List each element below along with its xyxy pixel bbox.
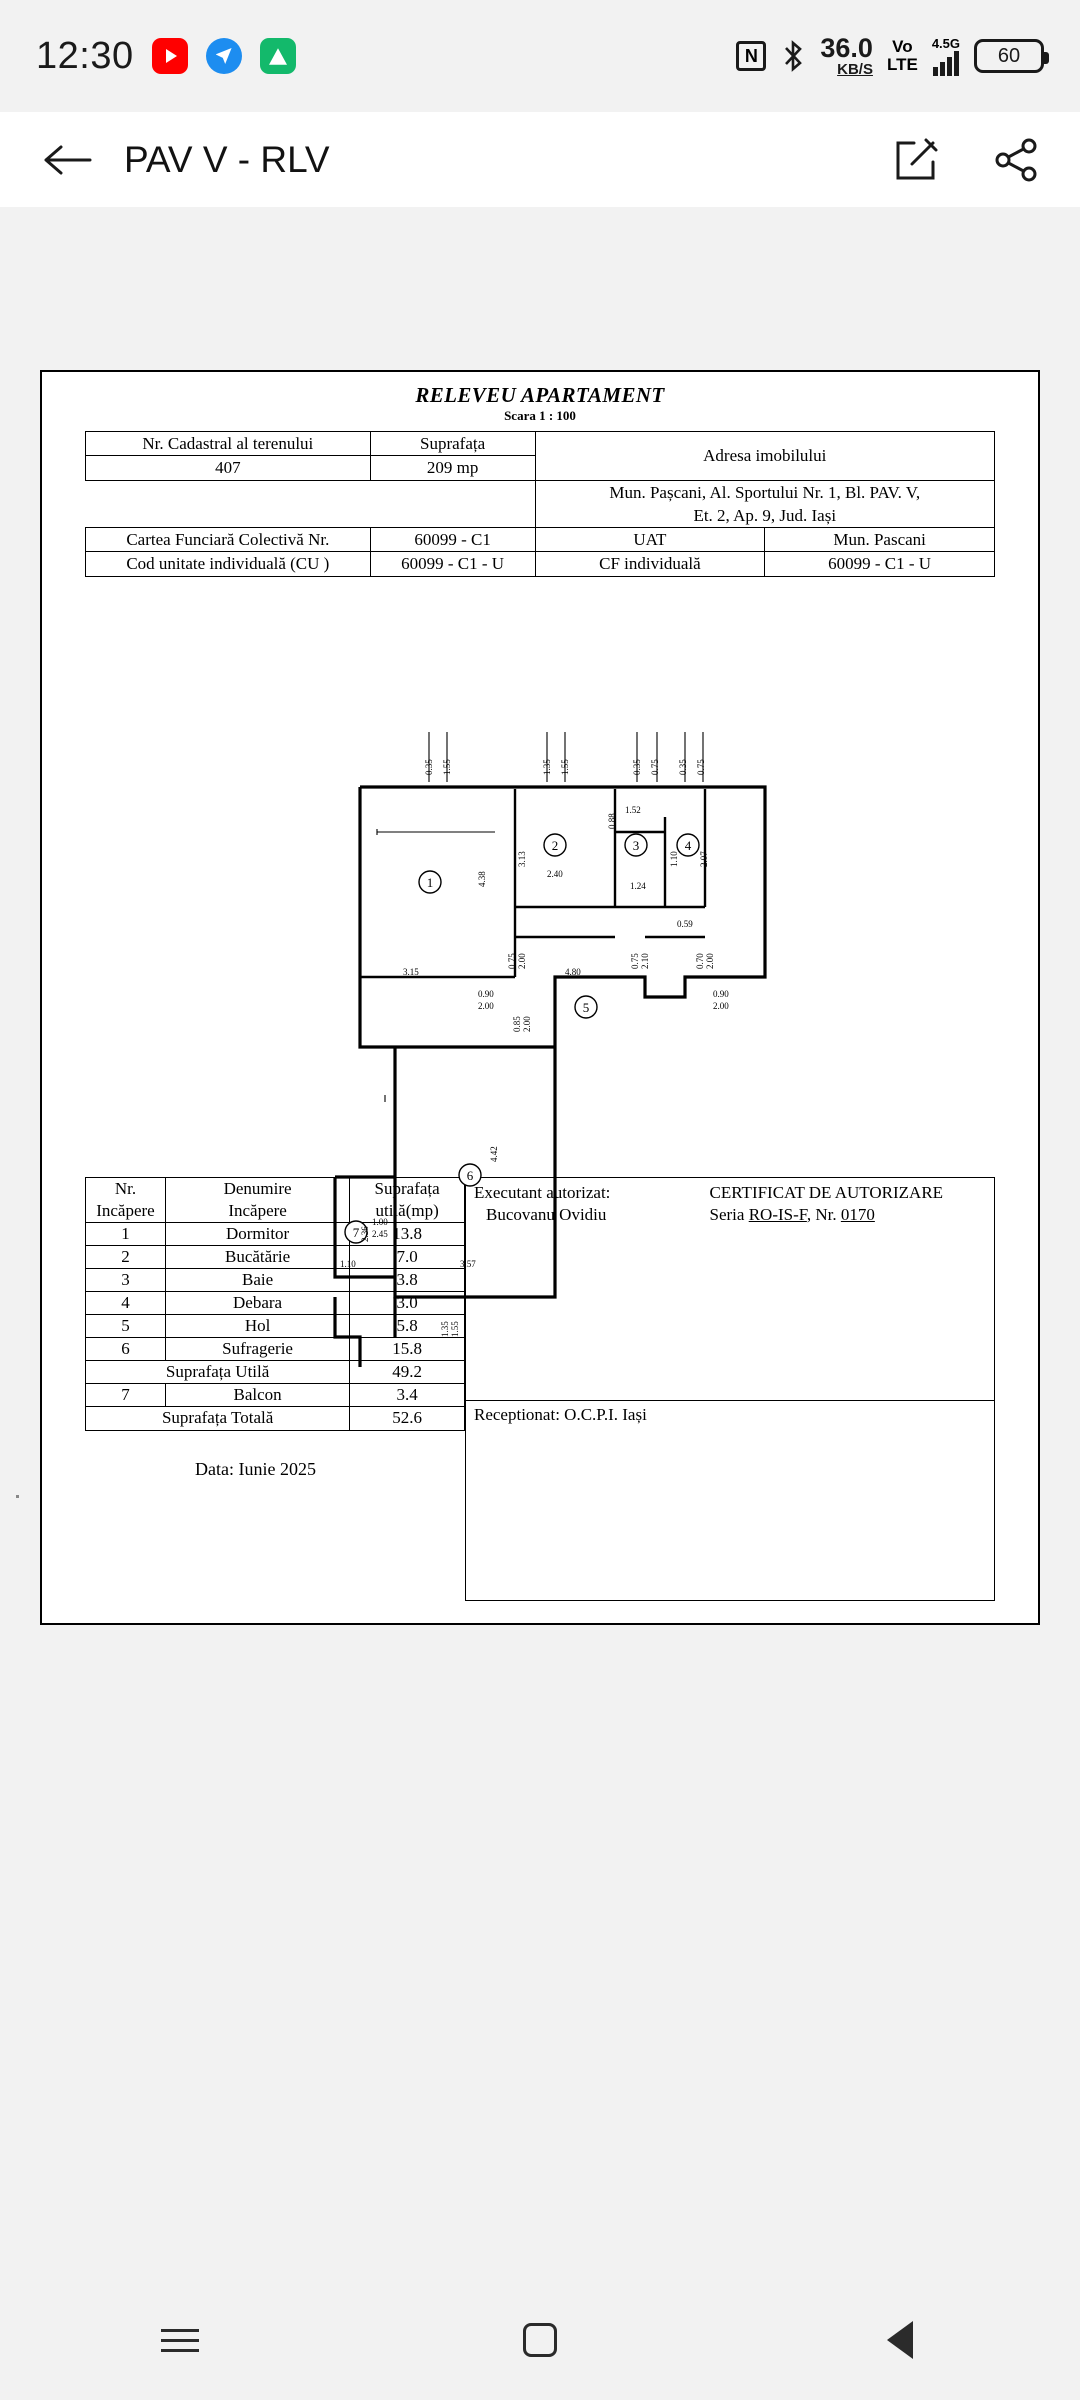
header-nr xyxy=(86,1177,166,1222)
signal-bars xyxy=(933,50,959,76)
volte-icon xyxy=(887,38,918,74)
header-nr-line2: Incăpere xyxy=(96,1200,155,1220)
executant-label: Executant autorizat: xyxy=(474,1182,611,1202)
header-den-line2: Incăpere xyxy=(228,1200,287,1220)
document-viewport[interactable] xyxy=(0,207,1080,1504)
table-row xyxy=(86,1245,465,1268)
svg-text:1.10: 1.10 xyxy=(669,850,679,867)
label-cf-individuala: CF individuală xyxy=(536,552,765,575)
table-row xyxy=(86,480,995,504)
value-cf-individuala: 60099 - C1 - U xyxy=(828,554,932,574)
row-name: Debara xyxy=(165,1291,349,1314)
rooms-section xyxy=(85,1177,465,1601)
row-nr: 3 xyxy=(86,1268,166,1291)
table-row-subtotal xyxy=(86,1361,465,1384)
svg-text:4.80: 4.80 xyxy=(565,966,581,977)
system-nav-bar xyxy=(0,2280,1080,2400)
header-denumire xyxy=(165,1177,349,1222)
status-bar-left xyxy=(36,35,296,78)
header-suprafata xyxy=(350,1177,465,1222)
row-nr: 5 xyxy=(86,1315,166,1338)
edit-icon[interactable] xyxy=(892,136,940,184)
room-number-6: 6 xyxy=(466,1167,474,1183)
svg-text:0.90: 0.90 xyxy=(713,988,729,999)
content-filler xyxy=(0,1504,1080,2375)
table-row xyxy=(86,432,995,456)
svg-text:2.00: 2.00 xyxy=(522,1015,532,1032)
svg-text:2.00: 2.00 xyxy=(705,952,715,969)
svg-text:3.15: 3.15 xyxy=(403,966,419,977)
svg-text:1.00: 1.00 xyxy=(372,1216,388,1227)
svg-text:0.59: 0.59 xyxy=(677,918,693,929)
table-row xyxy=(86,528,995,552)
rooms-table xyxy=(85,1177,465,1431)
row-nr: 6 xyxy=(86,1338,166,1361)
header-sup-line2: utilă(mp) xyxy=(375,1200,439,1220)
svg-text:2.45: 2.45 xyxy=(372,1228,388,1239)
table-row xyxy=(86,1338,465,1361)
svg-text:4.38: 4.38 xyxy=(477,870,487,887)
header-table xyxy=(85,431,995,577)
app-bar xyxy=(0,112,1080,207)
svg-text:0.90: 0.90 xyxy=(478,988,494,999)
youtube-icon xyxy=(152,38,188,74)
room-number-4: 4 xyxy=(684,837,692,853)
signal-label: 4.5G xyxy=(931,35,960,51)
table-row xyxy=(86,1268,465,1291)
row-area: 3.0 xyxy=(350,1291,465,1314)
subtotal-value: 49.2 xyxy=(350,1361,465,1384)
receptionat-box xyxy=(465,1401,995,1601)
cadastral-document xyxy=(40,370,1040,1625)
label-suprafata: Suprafața xyxy=(370,432,535,456)
label-uat: UAT xyxy=(536,528,765,551)
table-row xyxy=(86,1384,465,1407)
svg-text:0.75: 0.75 xyxy=(650,758,660,775)
svg-text:4.42: 4.42 xyxy=(489,1145,499,1162)
table-row-total xyxy=(86,1407,465,1430)
row-name: Sufragerie xyxy=(165,1338,349,1361)
value-cadastral: 407 xyxy=(86,456,371,480)
svg-text:1.55: 1.55 xyxy=(450,1320,460,1337)
value-uat: Mun. Pascani xyxy=(833,530,926,549)
svg-text:2.10: 2.10 xyxy=(640,952,650,969)
certificate-series-value: RO-IS-F xyxy=(748,1204,807,1224)
row-area: 3.8 xyxy=(350,1268,465,1291)
document-date: Data: Iunie 2025 xyxy=(195,1458,316,1479)
svg-text:0.70: 0.70 xyxy=(695,952,705,969)
row-nr: 4 xyxy=(86,1291,166,1314)
share-icon[interactable] xyxy=(992,136,1040,184)
total-label: Suprafața Totală xyxy=(86,1407,350,1430)
label-adresa: Adresa imobilului xyxy=(535,432,994,481)
value-suprafata: 209 mp xyxy=(370,456,535,480)
value-carte-funciara: 60099 - C1 xyxy=(370,528,535,552)
svg-text:0.75: 0.75 xyxy=(696,758,706,775)
status-bar xyxy=(0,0,1080,112)
svg-text:0.75: 0.75 xyxy=(630,952,640,969)
room-number-5: 5 xyxy=(582,999,590,1015)
certificate-title: CERTIFICAT DE AUTORIZARE xyxy=(709,1182,944,1202)
room-number-2: 2 xyxy=(551,837,559,853)
svg-text:0.35: 0.35 xyxy=(424,758,434,775)
document-scale: Scara 1 : 100 xyxy=(504,408,576,423)
svg-text:1.55: 1.55 xyxy=(442,758,452,775)
svg-text:3.13: 3.13 xyxy=(517,850,527,867)
label-carte-funciara: Cartea Funciară Colectivă Nr. xyxy=(86,528,371,552)
svg-text:2.07: 2.07 xyxy=(699,850,709,867)
row-area: 3.4 xyxy=(350,1384,465,1407)
network-speed-unit: KB/S xyxy=(837,61,873,78)
svg-text:2.40: 2.40 xyxy=(547,868,563,879)
svg-text:1.35: 1.35 xyxy=(440,1320,450,1337)
svg-text:0.35: 0.35 xyxy=(678,758,688,775)
battery-icon xyxy=(974,39,1044,73)
bottom-tables xyxy=(85,1177,995,1601)
menu-icon[interactable] xyxy=(120,2305,240,2375)
bluetooth-icon xyxy=(780,39,806,73)
value-adresa-line2: Et. 2, Ap. 9, Jud. Iași xyxy=(535,504,994,528)
signal-icon xyxy=(932,37,960,76)
label-cod-unitate: Cod unitate individuală (CU ) xyxy=(86,552,371,576)
svg-text:1.35: 1.35 xyxy=(542,758,552,775)
svg-text:0.75: 0.75 xyxy=(507,952,517,969)
row-nr: 7 xyxy=(86,1384,166,1407)
total-value: 52.6 xyxy=(350,1407,465,1430)
certificate-info xyxy=(710,1182,986,1396)
certificate-nr-label: , Nr. xyxy=(806,1204,837,1224)
row-name: Balcon xyxy=(165,1384,349,1407)
page-title: PAV V - RLV xyxy=(124,138,330,180)
svg-text:1.24: 1.24 xyxy=(630,880,646,891)
volte-top: Vo xyxy=(892,37,913,57)
svg-text:0.88: 0.88 xyxy=(607,812,617,829)
label-cadastral: Nr. Cadastral al terenului xyxy=(86,432,371,456)
svg-text:0.35: 0.35 xyxy=(632,758,642,775)
row-area: 5.8 xyxy=(350,1315,465,1338)
row-area: 7.0 xyxy=(350,1245,465,1268)
row-nr: 2 xyxy=(86,1245,166,1268)
certificate-nr-value: 0170 xyxy=(840,1204,875,1224)
row-area: 15.8 xyxy=(350,1338,465,1361)
back-icon[interactable] xyxy=(840,2305,960,2375)
row-name: Dormitor xyxy=(165,1222,349,1245)
header-sup-line1: Suprafața xyxy=(374,1178,440,1198)
row-area: 13.8 xyxy=(350,1222,465,1245)
network-speed-value: 36.0 xyxy=(820,33,873,63)
room-number-7: 7 xyxy=(352,1224,360,1240)
messenger-icon xyxy=(206,38,242,74)
back-arrow-icon[interactable] xyxy=(40,132,96,188)
network-speed xyxy=(820,35,873,77)
svg-text:2.00: 2.00 xyxy=(517,952,527,969)
certificate-series-line xyxy=(710,1204,986,1226)
certificate-series-label: Seria xyxy=(709,1204,745,1224)
svg-text:1.10: 1.10 xyxy=(340,1258,356,1269)
value-cod-unitate: 60099 - C1 - U xyxy=(370,552,535,576)
executant-name: Bucovanu Ovidiu xyxy=(486,1204,607,1224)
scroll-dot xyxy=(16,1495,19,1498)
table-row xyxy=(86,1315,465,1338)
player-icon xyxy=(260,38,296,74)
document-title: RELEVEU APARTAMENT xyxy=(415,383,665,407)
value-adresa-line1: Mun. Pașcani, Al. Sportului Nr. 1, Bl. PAV. V, xyxy=(535,480,994,504)
svg-text:2.36: 2.36 xyxy=(360,1225,370,1242)
table-header-row xyxy=(86,1177,465,1222)
row-name: Baie xyxy=(165,1268,349,1291)
svg-text:0.85: 0.85 xyxy=(512,1015,522,1032)
header-nr-line1: Nr. xyxy=(114,1178,137,1198)
status-bar-right xyxy=(736,35,1044,77)
table-row xyxy=(86,552,995,576)
app-bar-actions xyxy=(892,136,1040,184)
table-row xyxy=(86,1222,465,1245)
status-clock: 12:30 xyxy=(36,34,134,77)
certificate-section xyxy=(465,1177,995,1601)
subtotal-label: Suprafața Utilă xyxy=(86,1361,350,1384)
row-name: Hol xyxy=(165,1315,349,1338)
svg-text:1.52: 1.52 xyxy=(625,804,641,815)
room-number-3: 3 xyxy=(632,837,640,853)
svg-text:1.55: 1.55 xyxy=(560,758,570,775)
home-icon[interactable] xyxy=(480,2305,600,2375)
executant-box xyxy=(465,1177,995,1401)
volte-bottom: LTE xyxy=(886,55,918,74)
header-den-line1: Denumire xyxy=(223,1178,292,1198)
svg-text:2.00: 2.00 xyxy=(478,1000,494,1011)
svg-text:3.57: 3.57 xyxy=(460,1258,476,1269)
room-number-1: 1 xyxy=(426,874,434,890)
row-name: Bucătărie xyxy=(165,1245,349,1268)
svg-text:2.00: 2.00 xyxy=(713,1000,729,1011)
receptionat-text: Receptionat: O.C.P.I. Iași xyxy=(474,1404,647,1424)
executant-left xyxy=(474,1182,710,1396)
battery-level: 60 xyxy=(997,44,1021,67)
row-nr: 1 xyxy=(86,1222,166,1245)
nfc-icon: N xyxy=(736,41,766,71)
